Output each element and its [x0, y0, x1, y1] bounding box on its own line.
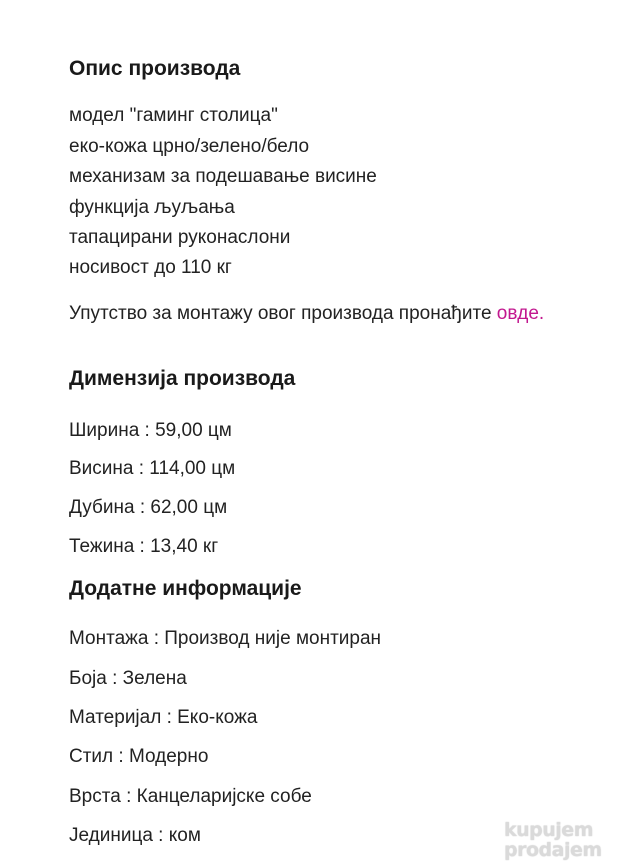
manual-link[interactable]: овде.: [496, 303, 545, 324]
manual-instructions: [69, 303, 544, 325]
dimension-weight: Тежина : 13,40 кг: [69, 536, 219, 557]
description-heading: Опис производа: [69, 57, 241, 80]
description-line: механизам за подешавање висине: [69, 166, 377, 187]
dimensions-heading: Димензија производа: [69, 367, 296, 390]
info-assembly: Монтажа : Производ није монтиран: [69, 628, 382, 649]
dimension-depth: Дубина : 62,00 цм: [69, 497, 228, 518]
description-line: еко-кожа црно/зелено/бело: [69, 136, 310, 157]
dimension-width: Ширина : 59,00 цм: [69, 420, 232, 441]
additional-info-heading: Додатне информације: [69, 577, 302, 600]
info-unit: Јединица : ком: [69, 825, 201, 846]
description-line: носивост до 110 кг: [69, 257, 232, 278]
info-type: Врста : Канцеларијске собе: [69, 786, 312, 807]
watermark-line2: prodajem: [504, 839, 602, 861]
manual-text: Упутство за монтажу овог производа пронађите: [69, 303, 497, 324]
description-line: функција љуљања: [69, 197, 235, 218]
watermark-logo: [504, 820, 614, 860]
description-line: модел "гаминг столица": [69, 105, 278, 126]
info-style: Стил : Модерно: [69, 746, 209, 767]
info-material: Материјал : Еко-кожа: [69, 707, 258, 728]
info-color: Боја : Зелена: [69, 668, 187, 689]
dimension-height: Висина : 114,00 цм: [69, 458, 236, 479]
watermark-line1: kupujem: [504, 819, 593, 841]
description-line: тапацирани руконаслони: [69, 227, 291, 248]
